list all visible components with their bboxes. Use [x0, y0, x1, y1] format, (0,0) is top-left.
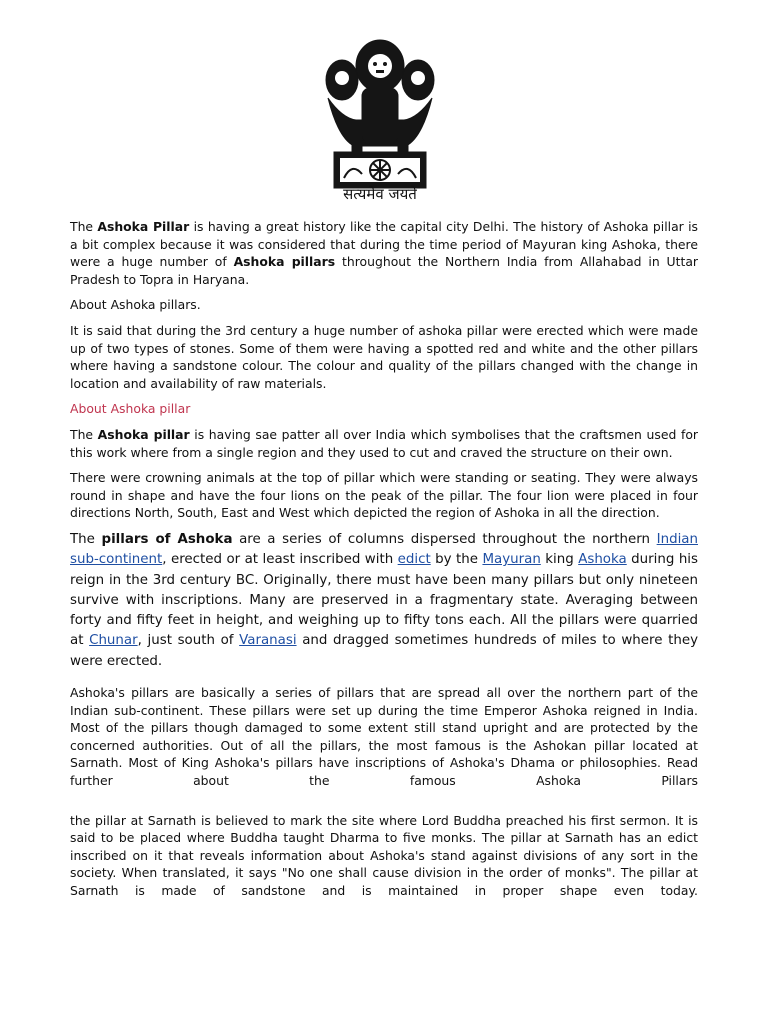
bold-term: pillars of Ashoka [101, 531, 233, 547]
text: by the [430, 552, 483, 568]
paragraph-sarnath: the pillar at Sarnath is believed to mark the site where Lord Buddha preached his first sermon. It is said to be placed where Buddha taught Dharma to five monks. The pillar at Sarnath has an edict inscribed on it that reveals information about Ashoka's stand against divisions of any sort in the society. When translated, it says "No one shall cause division in the order of monks". The pillar at Sarnath is made of sandstone and is maintained in proper shape even today. [70, 812, 698, 898]
paragraph-series [70, 530, 698, 672]
text: is having sae patter all over India which symbolises that the craftsmen used for this work where from a single region and they used to cut and craved the structure on their own. [70, 426, 698, 460]
emblem-motto: सत्यमेव जयते [343, 185, 417, 203]
spacer [70, 798, 698, 812]
link-varanasi[interactable]: Varanasi [239, 633, 297, 649]
paragraph-spread: Ashoka's pillars are basically a series of pillars that are spread all over the northern part of the Indian sub-continent. These pillars were set up during the time Emperor Ashoka reigned in India. Most of the pillars though damaged to some extent still stand upright and are protected by the concerned authorities. Out of all the pillars, the most famous is the Ashokan pillar located at Sarnath. Most of King Ashoka's pillars have inscriptions of Ashoka's Dhama or philosophies. Read further about the famous Ashoka Pillars [70, 684, 698, 788]
paragraph-pattern [70, 426, 698, 461]
text: are a series of columns dispersed throughout the northern [232, 531, 657, 547]
paragraph-crowning: There were crowning animals at the top of pillar which were standing or seating. They were always round in shape and have the four lions on the peak of the pillar. The four lion were placed in four directions North, South, East and West which depicted the region of Ashoka in all the direction. [70, 470, 698, 521]
text: throughout the Northern India from Allahabad in Uttar Pradesh to Topra in Haryana. [70, 254, 699, 287]
link-edict[interactable]: edict [397, 552, 431, 568]
bold-term: Ashoka pillars [233, 254, 336, 270]
paragraph-stones: It is said that during the 3rd century a huge number of ashoka pillar were erected which were made up of two types of stones. Some of them were having a spotted red and white and the other pillars where having a sandstone colour. The colour and quality of the pillars changed with the change in location and availability of raw materials. [70, 322, 698, 391]
document-body [70, 218, 698, 908]
text: is having a great history like the capital city Delhi. The history of Ashoka pillar is a bit complex because it was considered that during the time period of Mayuran king Ashoka, there were a huge number of [70, 219, 699, 270]
text: The [70, 531, 102, 547]
text: The [70, 426, 98, 442]
text: and dragged sometimes hundreds of miles to where they were erected. [70, 633, 698, 669]
text: The [70, 219, 98, 234]
link-mayuran[interactable]: Mayuran [482, 552, 541, 568]
section-heading: About Ashoka pillar [70, 401, 191, 417]
bold-term: Ashoka pillar [97, 426, 190, 442]
link-indian-subcontinent[interactable]: Indian sub-continent [70, 531, 698, 568]
link-ashoka[interactable]: Ashoka [578, 552, 627, 568]
paragraph-about: About Ashoka pillars. [70, 297, 201, 313]
text: , just south of [137, 633, 240, 649]
paragraph-intro [70, 218, 698, 288]
bold-term: Ashoka Pillar [97, 219, 190, 234]
text: , erected or at least inscribed with [162, 552, 398, 568]
link-chunar[interactable]: Chunar [89, 633, 138, 649]
text: during his reign in the 3rd century BC. Originally, there must have been many pillars but only nineteen survive with inscriptions. Many are preserved in a fragmentary state. Averaging between forty and fifty feet in height, and weighing up to fifty tons each. All the pillars were quarried at [70, 552, 699, 649]
text: king [540, 552, 579, 568]
national-emblem-icon [318, 28, 442, 208]
